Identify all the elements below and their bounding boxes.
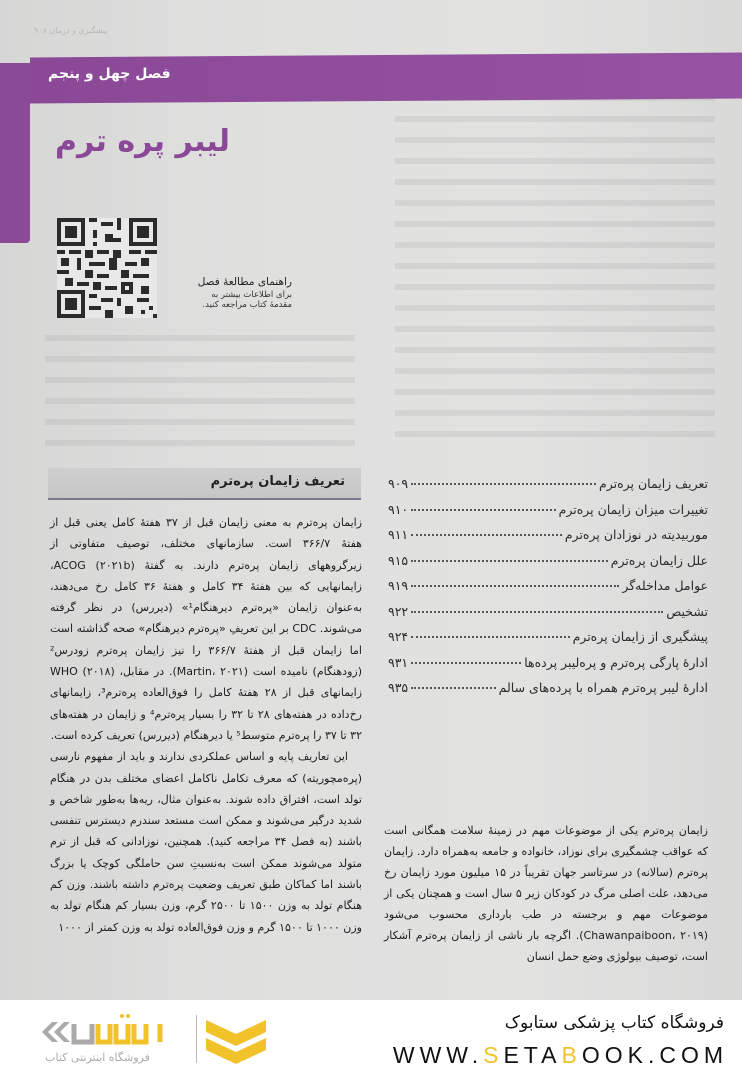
running-head: پیشگیری و درمان ۹۰۸ (34, 26, 108, 35)
toc-leader (411, 687, 496, 689)
toc-leader (411, 662, 521, 664)
logo-wordmark-left (74, 1024, 92, 1042)
qr-code[interactable] (57, 218, 157, 318)
toc-item[interactable] (388, 604, 708, 630)
toc-leader (411, 534, 562, 536)
url-accent-letter: B (561, 1042, 582, 1068)
toc-leader (411, 585, 619, 587)
intro-paragraph: زایمان پره‌ترم یکی از موضوعات مهم در زمینهٔ سلامت همگانی است که عواقب چشمگیری برای نوزاد، خانواده و جامعه به‌همراه دارد. زایمان پره‌ترم (سالانه) در سرتاسر جهان تقریباً در ۱۵ میلیون مورد زایمان رخ می‌دهد، علت اصلی مرگ در کودکان زیر ۵ سال است و همچنان یکی از موضوعات مهم و برجسته در طب بارداری محسوب می‌شود (Chawanpaiboon، ۲۰۱۹). اگرچه بار ناشی از زایمان پره‌ترم آشکار است، توصیف بیولوژی وضع حمل انسان (384, 824, 709, 963)
study-guide-title: راهنمای مطالعهٔ فصل (197, 276, 292, 288)
toc-item[interactable] (388, 680, 708, 706)
toc-item-label: علل زایمان پره‌ترم (610, 552, 708, 568)
toc-item[interactable] (388, 527, 708, 553)
intro-body (384, 820, 708, 967)
qr-code-icon (57, 218, 157, 318)
study-guide-note (172, 276, 292, 310)
toc-item-label: تشخیص (666, 603, 708, 619)
toc-item-label: ادارهٔ لیبر پره‌ترم همراه با پرده‌های سالم (498, 680, 708, 695)
store-name: فروشگاه کتاب پزشکی ستابوک (504, 1013, 724, 1033)
toc-item-label: ادارهٔ پارگی پره‌ترم و پره‌لیبر پرده‌ها (524, 654, 708, 670)
logo-divider (196, 1015, 197, 1063)
study-guide-line-2: مقدمهٔ کتاب مراجعه کنید. (202, 300, 292, 310)
chapter-contents (388, 476, 708, 706)
toc-item-label: موربیدیته در نوزادان پره‌ترم (564, 527, 708, 542)
toc-item-page: ۹۱۹ (388, 578, 409, 593)
toc-item-page: ۹۲۲ (388, 603, 409, 619)
toc-leader (411, 509, 555, 511)
toc-item[interactable] (388, 629, 708, 655)
double-chevron-icon (42, 1022, 70, 1042)
section-heading: تعریف زایمان پره‌ترم (210, 474, 345, 489)
toc-leader (411, 483, 596, 485)
watermark-footer (0, 1000, 742, 1079)
toc-item-label: پیشگیری از زایمان پره‌ترم (572, 629, 708, 644)
toc-item[interactable] (388, 553, 708, 579)
toc-item-page: ۹۳۵ (388, 680, 409, 695)
section-heading-box (48, 468, 361, 500)
toc-leader (411, 560, 608, 562)
toc-item[interactable] (388, 502, 708, 528)
section-paragraph-1: زایمان پره‌ترم به معنی زایمان قبل از ۳۷ هفتهٔ کامل یعنی قبل از هفتهٔ ۳۶۶/۷ است. سازمانهای مختلف، توصیف متفاوتی از زیرگروههای زایمان پره‌ترم دارند. به گفتهٔ ACOG (۲۰۲۱b)، زایمانهایی که بین هفتهٔ ۳۴ کامل و هفتهٔ ۳۶ کامل رخ می‌دهند، به‌عنوان زایمان «پره‌ترم دیرهنگام¹» (دیررس) در نظر گرفته می‌شوند. CDC بر این تعریفِ «پره‌ترم دیرهنگام» صحه گذاشته است اما زایمان قبل از هفتهٔ ۳۶۶/۷ را نیز زایمان پره‌ترم زودرس² (زودهنگام) نامیده است (Martin، ۲۰۲۱). در مقابل، WHO (۲۰۱۸) زایمانهای قبل از ۲۸ هفتهٔ کامل را فوق‌العاده پره‌ترم³، زایمانهای رخ‌داده در هفته‌های ۲۸ تا ۳۲ را بسیار پره‌ترم⁴ و زایمان در هفته‌های ۳۲ تا ۳۷ را پره‌ترم متوسط⁵ یا دیرهنگام (دیررس) تعریف کرده است. (50, 516, 363, 742)
chapter-side-tab (0, 63, 30, 243)
toc-item-page: ۹۲۴ (388, 629, 409, 644)
url-accent-letter: S (483, 1042, 504, 1068)
toc-item[interactable] (388, 655, 708, 681)
logo-wordmark-right (98, 1014, 160, 1042)
chapter-label: فصل چهل و پنجم (48, 66, 171, 82)
store-url[interactable] (393, 1042, 728, 1069)
chapter-title: لیبر پره ترم (55, 124, 230, 159)
toc-item-page: ۹۳۱ (388, 654, 409, 670)
faint-bleed-through-text (395, 95, 715, 445)
section-paragraph-2: این تعاریف پایه و اساس عملکردی ندارند و باید از مفهوم نارسی (پره‌مچوریته) که معرف تکامل ناکامل اعضای مختلف بدن در هنگام تولد است، افتراق داده شوند. به‌عنوان مثال، ریه‌ها به‌طور شاخص و شدید درگیر می‌شوند و ممکن است مستعد سندرم دیسترس تنفسی باشند (به فصل ۳۴ مراجعه کنید). همچنین، نوزادانی که قبل از ترم متولد می‌شوند ممکن است به‌نسبتِ سن حاملگی کوچک یا بزرگ باشند اما کماکان طبق تعریف وضعیت پره‌ترم داشته باشند. وزن کم هنگام تولد به وزن ۱۵۰۰ تا ۲۵۰۰ گرم، وزن بسیار کم هنگام تولد به وزن ۱۰۰۰ تا ۱۵۰۰ گرم و وزن فوق‌العاده تولد به وزن کمتر از ۱۰۰۰ (50, 750, 362, 934)
chevron-shield-icon (206, 1020, 266, 1064)
toc-leader (411, 636, 569, 638)
toc-item-page: ۹۱۱ (388, 527, 409, 542)
toc-item-page: ۹۰۹ (388, 476, 409, 491)
toc-item-page: ۹۱۵ (388, 552, 409, 568)
url-part: ETA (503, 1042, 562, 1068)
toc-item-label: تغییرات میزان زایمان پره‌ترم (558, 501, 708, 517)
toc-item[interactable] (388, 578, 708, 604)
url-part: WWW. (392, 1042, 484, 1068)
toc-item-page: ۹۱۰ (388, 501, 409, 517)
toc-item[interactable] (388, 476, 708, 502)
toc-leader (411, 611, 663, 613)
url-part: OOK.COM (581, 1042, 728, 1068)
section-body (50, 512, 362, 938)
toc-item-label: تعریف زایمان پره‌ترم (598, 476, 708, 491)
toc-item-label: عوامل مداخله‌گر (622, 578, 708, 593)
faint-bleed-through-text (45, 335, 355, 455)
study-guide-line-1: برای اطلاعات بیشتر به (211, 290, 292, 300)
logo-subtitle: فروشگاه اینترنتی کتاب (45, 1051, 150, 1064)
